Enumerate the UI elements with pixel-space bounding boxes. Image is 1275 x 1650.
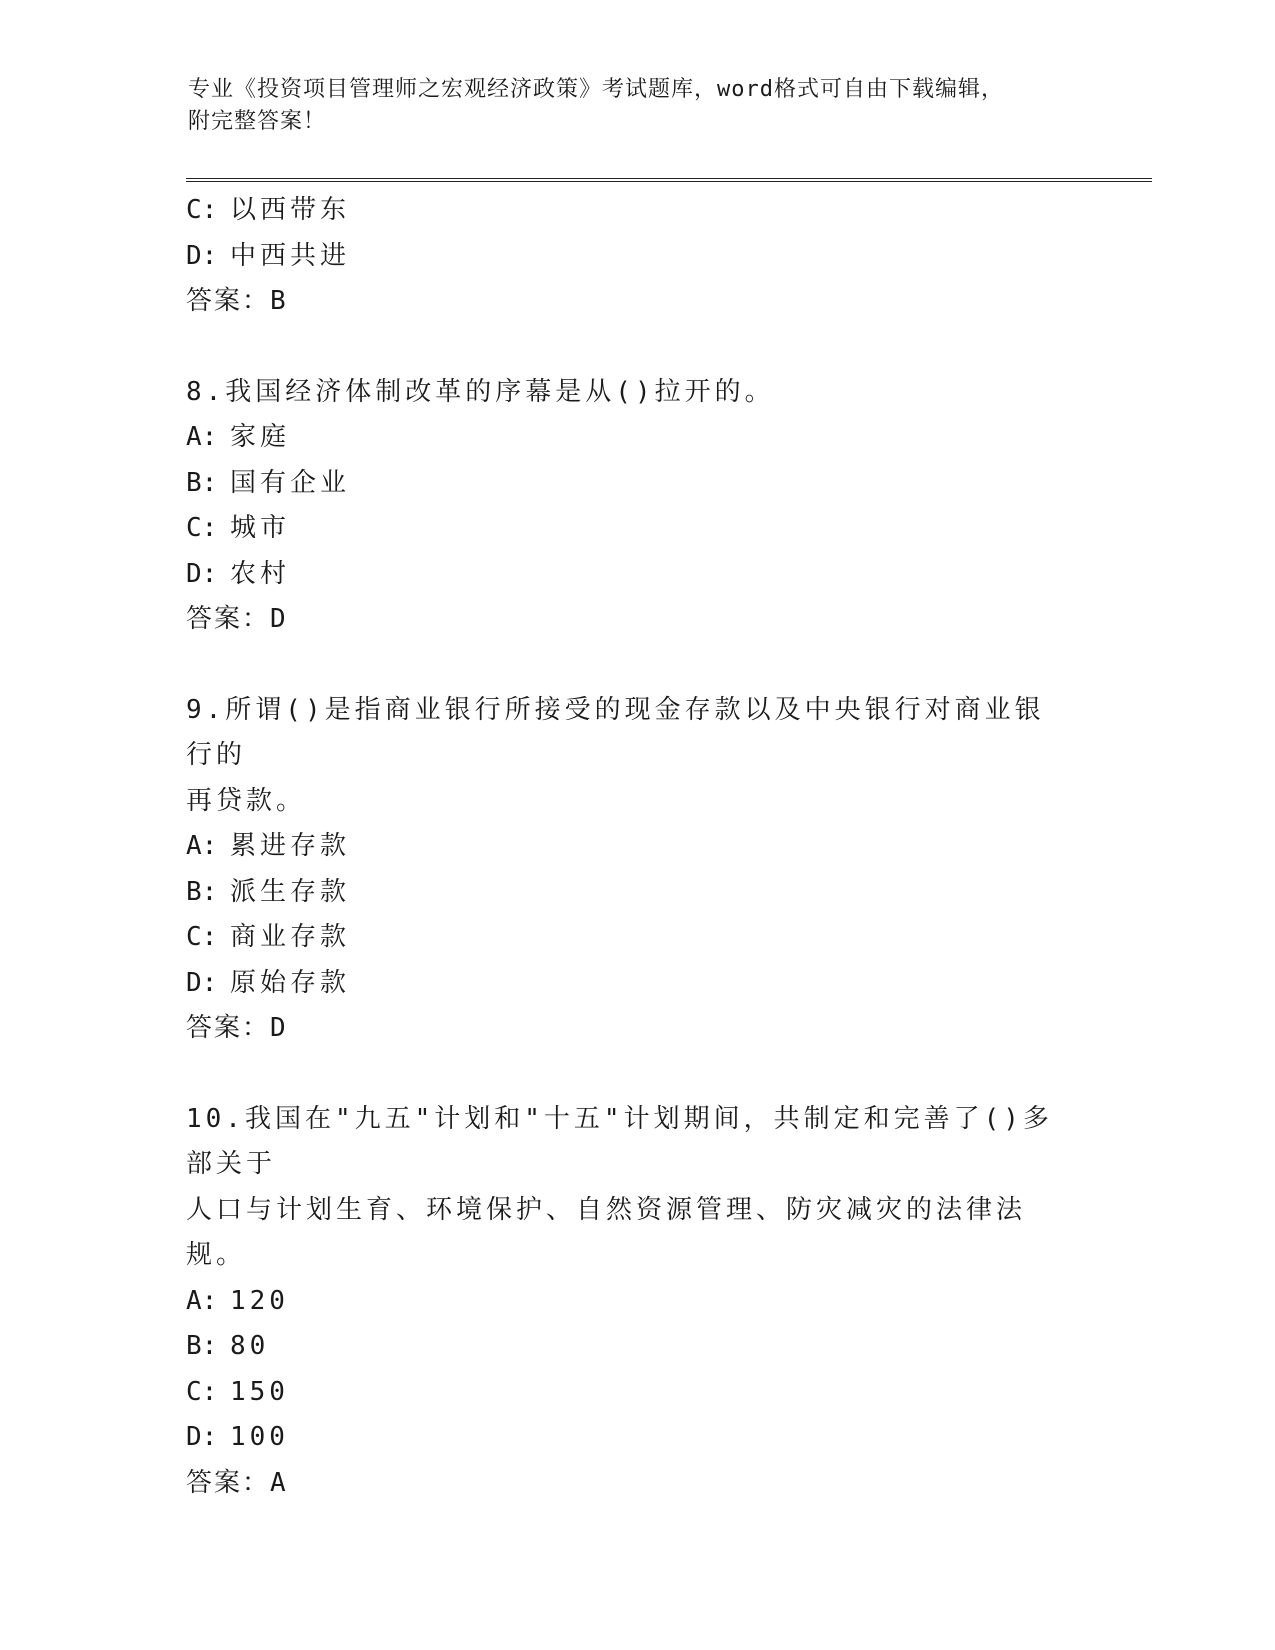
option-label: D: xyxy=(186,967,218,998)
option-d xyxy=(186,961,1086,1007)
option-text: 农村 xyxy=(230,558,291,589)
answer-line: 答案：A xyxy=(186,1467,288,1498)
option-d xyxy=(186,1415,1086,1461)
option-text: 派生存款 xyxy=(230,876,351,907)
header-line-2: 附完整答案！ xyxy=(188,109,327,134)
option-label: C: xyxy=(186,922,218,952)
option-text: 原始存款 xyxy=(230,967,351,998)
option-d xyxy=(186,234,1086,280)
option-c xyxy=(186,506,1086,552)
option-label: B: xyxy=(186,876,218,907)
option-text: 120 xyxy=(230,1285,289,1316)
option-label: D: xyxy=(186,240,218,271)
option-label: A: xyxy=(186,422,218,452)
answer-line: 答案：B xyxy=(186,286,288,316)
question-stem-line-1: 10.我国在"九五"计划和"十五"计划期间，共制定和完善了()多部关于 xyxy=(186,1103,1053,1179)
answer-line: 答案：D xyxy=(186,604,288,634)
option-c xyxy=(186,1370,1086,1416)
option-b xyxy=(186,1324,1086,1370)
option-text: 家庭 xyxy=(230,422,291,452)
header-line-1: 专业《投资项目管理师之宏观经济政策》考试题库，word格式可自由下载编辑， xyxy=(188,77,1004,102)
question-10 xyxy=(186,1097,1086,1507)
option-text: 以西带东 xyxy=(230,195,351,225)
question-8 xyxy=(186,370,1086,643)
option-c xyxy=(186,188,1086,234)
option-label: C: xyxy=(186,195,218,225)
option-label: C: xyxy=(186,513,218,543)
option-text: 累进存款 xyxy=(230,831,351,861)
option-a xyxy=(186,824,1086,870)
option-text: 中西共进 xyxy=(230,240,351,271)
option-label: A: xyxy=(186,1285,218,1316)
option-label: B: xyxy=(186,467,218,498)
question-stem-line-2: 人口与计划生育、环境保护、自然资源管理、防灾减灾的法律法规。 xyxy=(186,1194,1027,1270)
option-a xyxy=(186,415,1086,461)
document-body xyxy=(186,188,1086,1506)
question-stem: 8.我国经济体制改革的序幕是从()拉开的。 xyxy=(186,376,775,407)
option-text: 150 xyxy=(230,1376,289,1407)
option-label: A: xyxy=(186,831,218,861)
option-label: D: xyxy=(186,558,218,589)
option-text: 国有企业 xyxy=(230,467,351,498)
option-text: 80 xyxy=(230,1331,270,1361)
option-text: 100 xyxy=(230,1422,289,1452)
option-text: 城市 xyxy=(230,513,291,543)
question-7-continuation xyxy=(186,188,1086,325)
option-b xyxy=(186,870,1086,916)
option-b xyxy=(186,461,1086,507)
option-label: D: xyxy=(186,1422,218,1452)
document-header xyxy=(188,74,1148,138)
option-c xyxy=(186,915,1086,961)
question-9 xyxy=(186,688,1086,1052)
answer-line: 答案：D xyxy=(186,1013,288,1043)
header-divider xyxy=(186,178,1152,182)
option-label: B: xyxy=(186,1331,218,1361)
question-stem-line-1: 9.所谓()是指商业银行所接受的现金存款以及中央银行对商业银行的 xyxy=(186,694,1045,770)
option-d xyxy=(186,552,1086,598)
option-label: C: xyxy=(186,1376,218,1407)
option-text: 商业存款 xyxy=(230,922,351,952)
option-a xyxy=(186,1279,1086,1325)
question-stem-line-2: 再贷款。 xyxy=(186,785,307,816)
